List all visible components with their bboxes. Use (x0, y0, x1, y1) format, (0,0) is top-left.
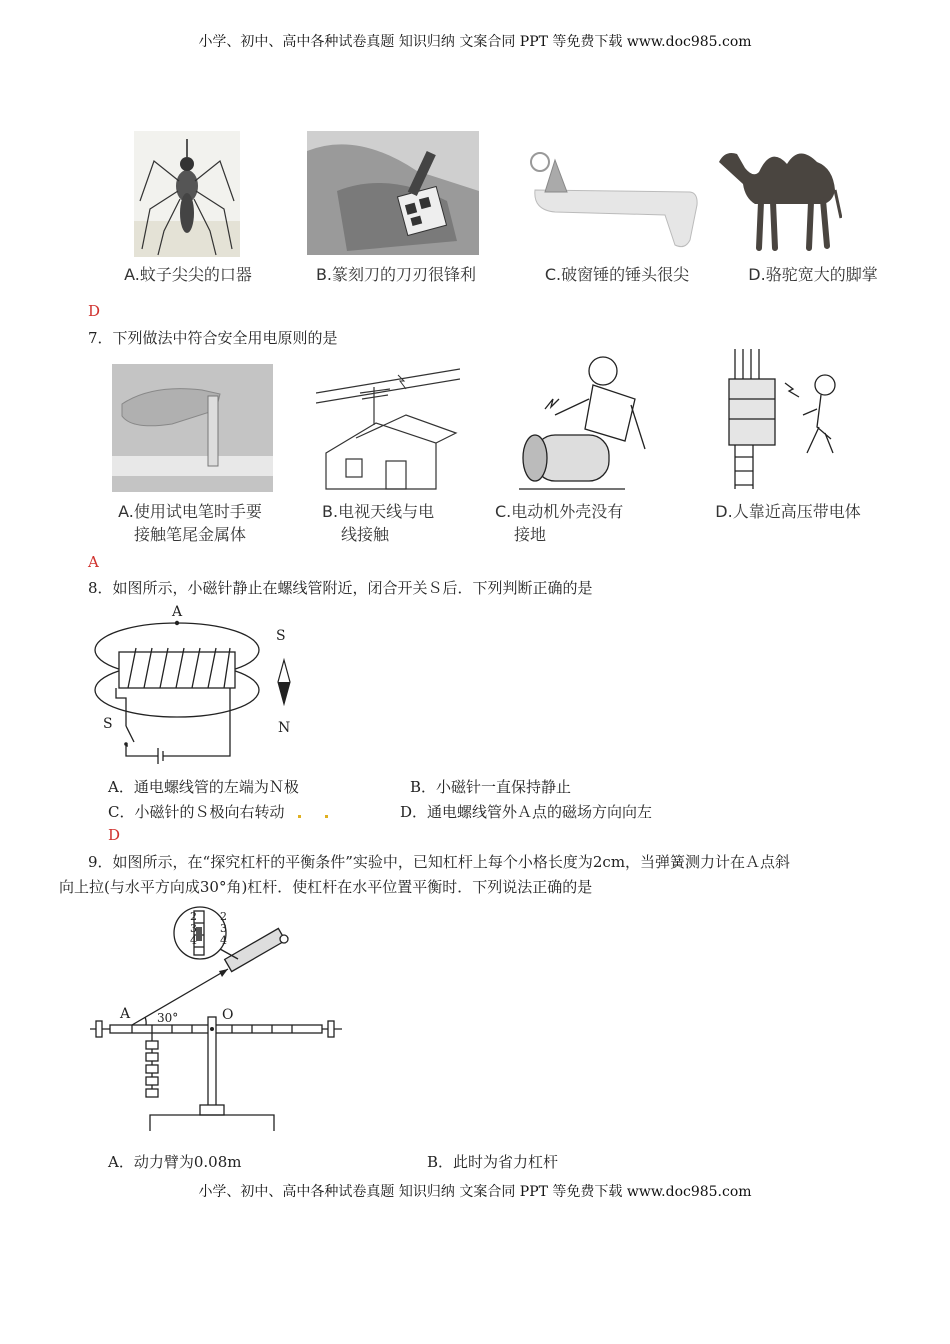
q9-option-a: A．动力臂为0.08m (108, 1153, 242, 1171)
q8-stem: 8．如图所示，小磁针静止在螺线管附近，闭合开关Ｓ后．下列判断正确的是 (88, 579, 593, 597)
scale-right-label (220, 911, 227, 947)
q6-caption-a: A.蚊子尖尖的口器 (124, 265, 252, 284)
q8-option-a: A．通电螺线管的左端为Ｎ极 (108, 778, 299, 796)
mosquito-image (134, 131, 240, 257)
q7-caption-b-line1: B.电视天线与电 (322, 502, 435, 521)
q8-option-c: C．小磁针的Ｓ极向右转动 (108, 803, 285, 821)
q7-caption-c (495, 500, 655, 546)
q7-caption-a (100, 500, 280, 546)
tv-antenna-image (316, 363, 460, 493)
camel-image (715, 138, 842, 255)
q8-option-b: B．小磁针一直保持静止 (410, 778, 572, 796)
q6-caption-b: B.篆刻刀的刀刃很锋利 (315, 265, 477, 284)
q8-option-d: D．通电螺线管外Ａ点的磁场方向向左 (400, 803, 653, 821)
q9-stem-line1: 9．如图所示，在“探究杠杆的平衡条件”实验中，已知杠杆上每个小格长度为2cm，当弹簧测力计在Ａ点斜 (88, 853, 791, 871)
q7-caption-d (700, 500, 876, 523)
q8-answer: D (108, 826, 121, 844)
q9-label-o: O (222, 1007, 234, 1023)
q6-caption-c: C.破窗锤的锤头很尖 (544, 265, 690, 284)
scale-right-2: 2 (220, 910, 227, 923)
q9-stem-line2: 向上拉(与水平方向成30°角)杠杆．使杠杆在水平位置平衡时．下列说法正确的是 (59, 878, 593, 896)
electric-motor-image (515, 349, 661, 490)
q7-caption-c-line2: 接地 (514, 525, 547, 544)
scale-left-2: 2 (190, 910, 197, 923)
high-voltage-image (721, 349, 850, 489)
q7-caption-a-line2: 接触笔尾金属体 (133, 525, 246, 544)
window-hammer-image (515, 150, 702, 255)
q7-caption-b-line2: 线接触 (341, 525, 390, 544)
q7-stem: 7．下列做法中符合安全用电原则的是 (88, 329, 338, 347)
decoration-dot (325, 815, 328, 818)
scale-left-3: 3 (190, 922, 197, 935)
page-header: 小学、初中、高中各种试卷真题 知识归纳 文案合同 PPT 等免费下载 www.doc985.com (198, 34, 752, 50)
decoration-dot (298, 815, 301, 818)
q7-caption-d-line1: D.人靠近高压带电体 (715, 502, 861, 521)
q6-caption-d: D.骆驼宽大的脚掌 (748, 265, 878, 284)
q6-answer: D (88, 302, 101, 320)
q8-label-needle-s: S (276, 628, 286, 644)
q7-caption-b (322, 500, 462, 546)
scale-left-label (190, 911, 197, 947)
scale-right-3: 3 (220, 922, 227, 935)
q9-option-b: B．此时为省力杠杆 (427, 1153, 559, 1171)
q8-label-needle-n: N (278, 720, 291, 736)
carving-knife-image (307, 131, 479, 255)
q9-label-angle: 30° (157, 1011, 179, 1025)
page-footer: 小学、初中、高中各种试卷真题 知识归纳 文案合同 PPT 等免费下载 www.doc985.com (198, 1184, 752, 1200)
q9-label-a: A (120, 1006, 131, 1022)
q7-answer: A (88, 553, 99, 571)
test-pen-image (112, 364, 273, 492)
scale-left-4: 4 (190, 934, 197, 947)
scale-right-4: 4 (220, 934, 227, 947)
q7-caption-a-line1: A.使用试电笔时手要 (118, 502, 262, 521)
q8-label-switch-s: S (103, 716, 113, 732)
q8-label-a: A (172, 604, 183, 620)
q7-caption-c-line1: C.电动机外壳没有 (495, 502, 624, 521)
